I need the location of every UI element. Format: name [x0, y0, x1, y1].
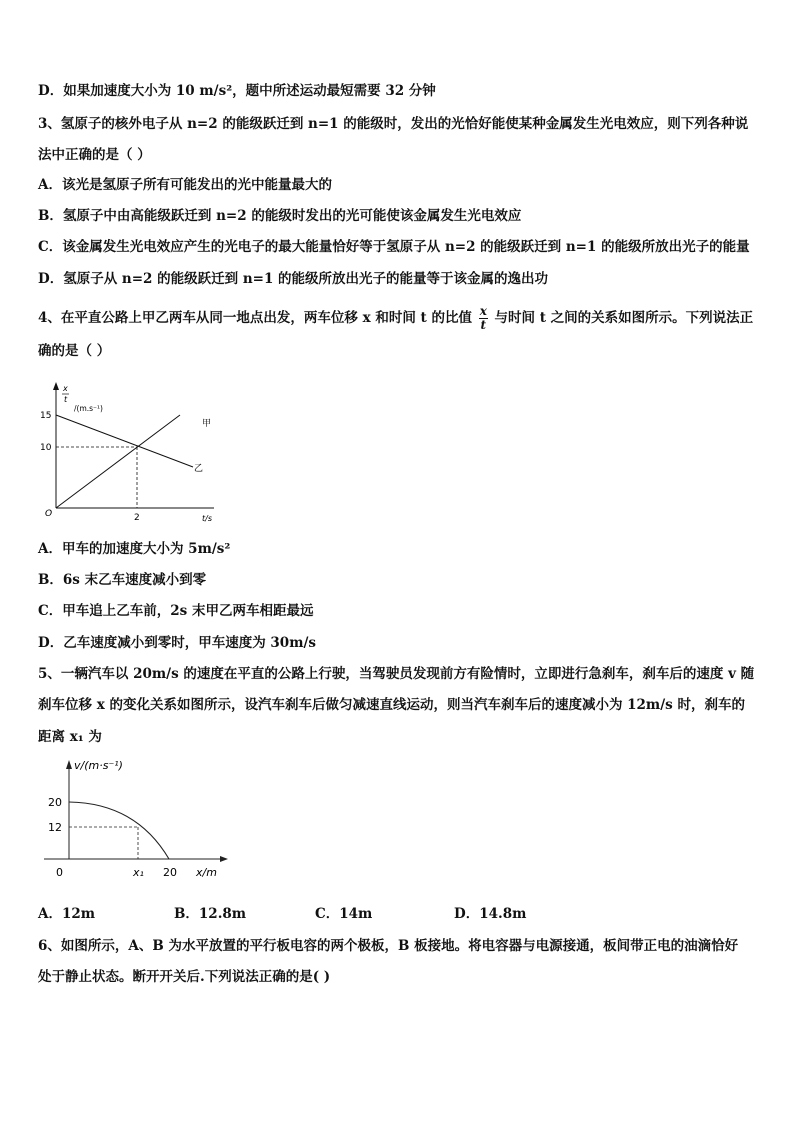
q4-option-c: C．甲车追上乙车前，2s 末甲乙两车相距最远: [38, 603, 314, 619]
q4-label-jia: 甲: [202, 419, 212, 429]
q4-stem-b: 与时间 t 之间的关系如图所示。下列说法正: [494, 310, 754, 326]
q5-stem-line3: 距离 x₁ 为: [38, 729, 102, 745]
q5-y-axis-label: v/(m·s⁻¹): [74, 759, 123, 772]
q4-x-axis-label: t/s: [202, 514, 212, 523]
q4-fraction-den: t: [480, 318, 487, 332]
q4-y-unit: /(m.s⁻¹): [74, 404, 103, 413]
q5-ytick-20: 20: [48, 796, 62, 809]
q5-origin: 0: [56, 866, 63, 879]
q6-stem-line2: 处于静止状态。断开开关后.下列说法正确的是( ): [38, 969, 331, 985]
q5-stem-line1: 5、一辆汽车以 20m/s 的速度在平直的公路上行驶，当驾驶员发现前方有险情时，立即进行急刹车，刹车后的速度 v 随: [38, 666, 755, 682]
q4-option-d: D．乙车速度减小到零时，甲车速度为 30m/s: [38, 635, 317, 651]
q3-stem-line1: 3、氢原子的核外电子从 n=2 的能级跃迁到 n=1 的能级时，发出的光恰好能使某种金属发生光电效应，则下列各种说: [38, 116, 749, 132]
q4-graph: [36, 378, 226, 526]
q5-graph: [36, 755, 236, 887]
q5-x-arrow: [220, 856, 228, 862]
q4-y-label-den: t: [64, 395, 68, 404]
q4-ytick-10: 10: [40, 443, 52, 453]
q6-stem-line1: 6、如图所示，A、B 为水平放置的平行板电容的两个极板，B 板接地。将电容器与电源接通，板间带正电的油滴恰好: [38, 938, 739, 954]
q5-option-a: A．12m: [38, 906, 96, 922]
q3-option-c: C．该金属发生光电效应产生的光电子的最大能量恰好等于氢原子从 n=2 的能级跃迁到 n=1 的能级所放出光子的能量: [38, 239, 750, 255]
q4-stem-a: 4、在平直公路上甲乙两车从同一地点出发，两车位移 x 和时间 t 的比值: [38, 310, 472, 326]
q4-ytick-15: 15: [40, 411, 52, 421]
q4-option-b: B．6s 末乙车速度减小到零: [38, 572, 207, 588]
q2-option-d: D．如果加速度大小为 10 m/s²，题中所述运动最短需要 32 分钟: [38, 83, 436, 99]
q4-line-jia: [56, 415, 180, 508]
q5-option-c: C．14m: [315, 906, 373, 922]
q4-xtick-2: 2: [134, 513, 140, 523]
q4-line-yi: [56, 415, 193, 467]
q5-stem-line2: 刹车位移 x 的变化关系如图所示，设汽车刹车后做匀减速直线运动，则当汽车刹车后的速度减小为 12m/s 时，刹车的: [38, 697, 745, 713]
q5-xtick-20: 20: [163, 866, 177, 879]
q5-curve: [69, 802, 169, 859]
q3-stem-line2: 法中正确的是（ ）: [38, 147, 151, 163]
q5-y-arrow: [66, 760, 72, 769]
q4-origin: O: [45, 509, 53, 519]
q5-option-d: D．14.8m: [454, 906, 527, 922]
q4-fraction: [479, 305, 488, 332]
q4-label-yi: 乙: [194, 464, 204, 474]
q4-stem-line1: [38, 305, 753, 332]
q5-ytick-12: 12: [48, 821, 62, 834]
q4-option-a: A．甲车的加速度大小为 5m/s²: [38, 541, 231, 557]
q3-option-a: A．该光是氢原子所有可能发出的光中能量最大的: [38, 177, 332, 193]
q4-fraction-num: x: [479, 304, 487, 318]
q5-x-axis-label: x/m: [196, 866, 217, 879]
q5-xtick-x1: x₁: [133, 866, 144, 879]
q5-option-b: B．12.8m: [174, 906, 247, 922]
q4-y-arrow: [53, 382, 59, 390]
q3-option-d: D．氢原子从 n=2 的能级跃迁到 n=1 的能级所放出光子的能量等于该金属的逸出功: [38, 271, 549, 287]
q3-option-b: B．氢原子中由高能级跃迁到 n=2 的能级时发出的光可能使该金属发生光电效应: [38, 208, 522, 224]
q4-y-label-num: x: [63, 384, 68, 393]
q4-stem-line2: 确的是（ ）: [38, 343, 111, 359]
